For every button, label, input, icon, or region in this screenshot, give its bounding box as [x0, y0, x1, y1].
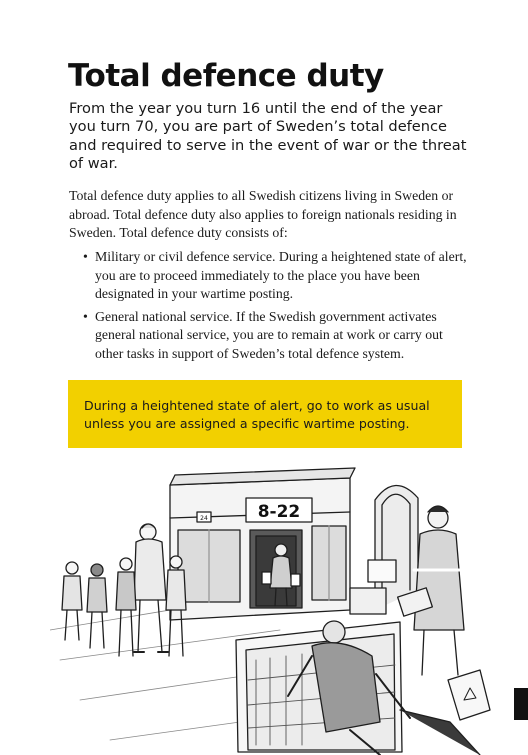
notice-text: During a heightened state of alert, go to work as usual unless you are assigned a specific wartime posting.	[84, 398, 430, 431]
child-figures	[62, 556, 186, 656]
bullet-icon: •	[83, 249, 88, 264]
body-paragraph: Total defence duty applies to all Swedish citizens living in Sweden or abroad. Total defence duty also applies to foreign nationals residing in Sweden. Total defence duty consists of:	[69, 188, 457, 241]
teacher-figure	[134, 524, 168, 652]
list-item	[69, 248, 469, 304]
counter-box	[350, 588, 386, 614]
bullet-list	[69, 248, 469, 368]
wall-box	[368, 560, 396, 582]
street-scene-illustration	[50, 460, 528, 755]
bullet-text: Military or civil defence service. During a heightened state of alert, you are to proceed immediately to the place you have been designated in your wartime posting.	[95, 249, 467, 302]
lead-paragraph: From the year you turn 16 until the end of the year you turn 70, you are part of Sweden’s total defence and required to serve in the event of war or the threat of war.	[69, 100, 467, 173]
store-sign-text: 8-22	[257, 502, 301, 522]
storefront	[170, 468, 355, 620]
bullet-text: General national service. If the Swedish government activates general national service, you are to remain at work or carry out other tasks in support of Sweden’s total defence system.	[95, 308, 443, 361]
bullet-icon: •	[83, 308, 88, 324]
warning-sign	[448, 670, 490, 720]
notice-box	[68, 380, 462, 448]
list-item	[69, 308, 469, 364]
door-sign-text: 24	[200, 515, 208, 522]
page-title: Total defence duty	[68, 58, 384, 94]
page-edge-tab	[514, 688, 528, 720]
